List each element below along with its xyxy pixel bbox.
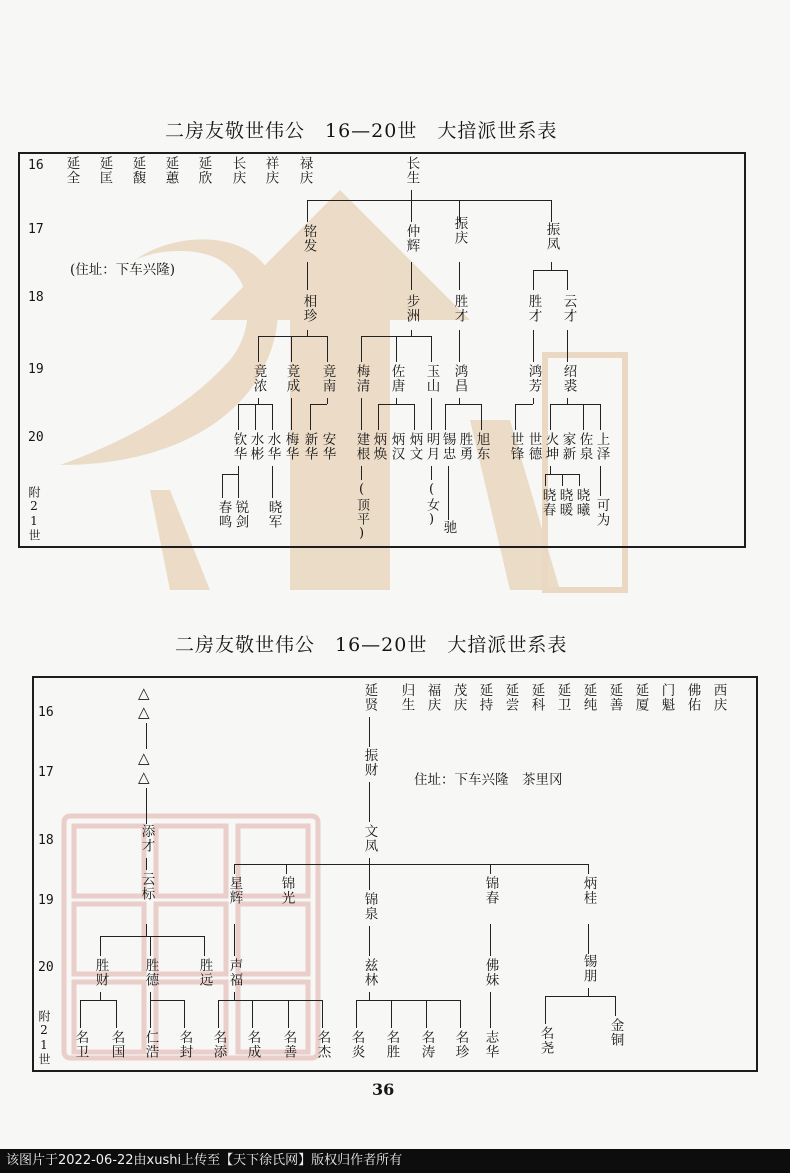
person-name: 可为 [593, 498, 610, 527]
person-name: 驰 [440, 520, 457, 535]
person-name: 星辉 [226, 876, 243, 905]
person-note: (女) [424, 482, 439, 528]
person-name: 建根 [353, 432, 370, 461]
table1-title: 二房友敬世伟公 16—20世 大揞派世系表 [165, 120, 558, 142]
page-number: 36 [372, 1080, 395, 1099]
person-name: 炳焕 [370, 432, 387, 461]
gen-label: 20 [28, 430, 44, 445]
person-name: 延欣 [195, 156, 212, 185]
person-name: 锦春 [482, 876, 499, 905]
person-name: 竟成 [283, 364, 300, 393]
person-name: 佛妹 [482, 958, 499, 987]
person-name: 延馥 [129, 156, 146, 185]
person-name: 延持 [476, 683, 493, 712]
person-name: 振财 [361, 748, 378, 777]
person-name: 铭发 [300, 224, 317, 253]
gen-label: 18 [38, 833, 54, 848]
person-name: 延蕙 [162, 156, 179, 185]
person-name: 玉山 [423, 364, 440, 393]
person-name: 胜德 [142, 958, 159, 987]
gen-label: 16 [28, 158, 44, 173]
person-name: 名国 [108, 1030, 125, 1059]
person-name: 家新 [559, 432, 576, 461]
person-name: 胜才 [525, 294, 542, 323]
person-name: 振凤 [543, 222, 560, 251]
person-name: 水华 [264, 432, 281, 461]
gen-label: 20 [38, 960, 54, 975]
person-name: 胜才 [451, 294, 468, 323]
person-name: 振庆 [451, 216, 468, 245]
person-name: 火坤 [542, 432, 559, 461]
person-name: 仲辉 [403, 224, 420, 253]
person-name: 名涛 [418, 1030, 435, 1059]
unknown-ancestor: △ [138, 703, 150, 721]
person-name: 门魁 [658, 683, 675, 712]
gen-label: 16 [38, 705, 54, 720]
person-name: 茂庆 [450, 683, 467, 712]
person-name: 胜财 [92, 958, 109, 987]
gen-label: 19 [28, 362, 44, 377]
person-name: 长庆 [229, 156, 246, 185]
footer-banner: 该图片于2022-06-22由xushi上传至【天下徐氏网】版权归作者所有 [0, 1149, 790, 1173]
person-name: 炳桂 [580, 876, 597, 905]
person-name: 竟浓 [250, 364, 267, 393]
person-name: 梅清 [353, 364, 370, 393]
person-name: 名卫 [72, 1030, 89, 1059]
person-name: 锦光 [278, 876, 295, 905]
person-name: 锡朋 [580, 954, 597, 983]
person-name: 云才 [560, 294, 577, 323]
person-name: 延厦 [632, 683, 649, 712]
person-name: 禄庆 [296, 156, 313, 185]
person-name: 延匡 [96, 156, 113, 185]
person-name: 安华 [319, 432, 336, 461]
person-name: 明月 [423, 432, 440, 461]
person-name: 水彬 [247, 432, 264, 461]
gen-label: 17 [38, 765, 54, 780]
person-name: 新华 [301, 432, 318, 461]
person-name: 锦泉 [361, 892, 378, 921]
person-name: 归生 [398, 683, 415, 712]
person-name: 名珍 [452, 1030, 469, 1059]
person-name: 佐泉 [576, 432, 593, 461]
person-name: 世锋 [507, 432, 524, 461]
person-name: 炳文 [406, 432, 423, 461]
person-name: 相珍 [300, 294, 317, 323]
person-name: 名添 [210, 1030, 227, 1059]
person-name: 旭东 [473, 432, 490, 461]
person-name: 声福 [226, 958, 243, 987]
person-name: 延科 [528, 683, 545, 712]
person-name: 锡忠 [439, 432, 456, 461]
person-name: 延卫 [554, 683, 571, 712]
person-name: 祥庆 [262, 156, 279, 185]
person-name: 仁浩 [142, 1030, 159, 1059]
gen-label: 17 [28, 222, 44, 237]
person-name: 金铜 [607, 1018, 624, 1047]
person-name: 名胜 [383, 1030, 400, 1059]
person-name: 鸿昌 [451, 364, 468, 393]
table1-address: (住址：下车兴隆) [70, 262, 176, 278]
person-name: 文凤 [361, 824, 378, 853]
person-name: 佐唐 [388, 364, 405, 393]
person-name: 上泽 [593, 432, 610, 461]
unknown-ancestor: △ [138, 768, 150, 786]
person-name: 鸿芳 [525, 364, 542, 393]
unknown-ancestor: △ [138, 749, 150, 767]
person-name: 春鸣 [215, 500, 232, 529]
person-name: 晓暖 [556, 488, 573, 517]
unknown-ancestor: △ [138, 684, 150, 702]
person-name: 钦华 [230, 432, 247, 461]
person-name: 晓曦 [573, 488, 590, 517]
person-name: 胜勇 [456, 432, 473, 461]
person-name: 云标 [138, 872, 155, 901]
person-name: 延纯 [580, 683, 597, 712]
person-name: 佛佑 [684, 683, 701, 712]
person-name: 延贤 [361, 683, 378, 712]
person-name: 延全 [63, 156, 80, 185]
person-name: 步洲 [403, 294, 420, 323]
table2-address: 住址：下车兴隆 茶里冈 [414, 772, 563, 788]
gen-label: 附21世 [27, 486, 41, 542]
gen-label: 18 [28, 290, 44, 305]
person-name: 炳汉 [388, 432, 405, 461]
person-name: 兹林 [361, 958, 378, 987]
person-name: 名尧 [537, 1026, 554, 1055]
person-name: 竟南 [319, 364, 336, 393]
person-name: 胜远 [196, 958, 213, 987]
person-name: 绍裘 [560, 364, 577, 393]
person-name: 长生 [403, 156, 420, 185]
person-name: 名杰 [314, 1030, 331, 1059]
person-name: 名成 [244, 1030, 261, 1059]
person-name: 添才 [138, 824, 155, 853]
gen-label: 19 [38, 893, 54, 908]
person-note: (顶平) [354, 482, 369, 542]
person-name: 晓春 [539, 488, 556, 517]
table1-frame [18, 152, 746, 548]
person-name: 锐剑 [232, 500, 249, 529]
person-name: 延善 [606, 683, 623, 712]
person-name: 西庆 [710, 683, 727, 712]
person-name: 世德 [525, 432, 542, 461]
person-name: 志华 [482, 1030, 499, 1059]
gen-label: 附21世 [37, 1010, 51, 1066]
person-name: 延尝 [502, 683, 519, 712]
table2-title: 二房友敬世伟公 16—20世 大揞派世系表 [175, 634, 568, 656]
person-name: 晓军 [265, 500, 282, 529]
person-name: 名封 [176, 1030, 193, 1059]
person-name: 梅华 [282, 432, 299, 461]
person-name: 福庆 [424, 683, 441, 712]
person-name: 名善 [280, 1030, 297, 1059]
person-name: 名炎 [348, 1030, 365, 1059]
